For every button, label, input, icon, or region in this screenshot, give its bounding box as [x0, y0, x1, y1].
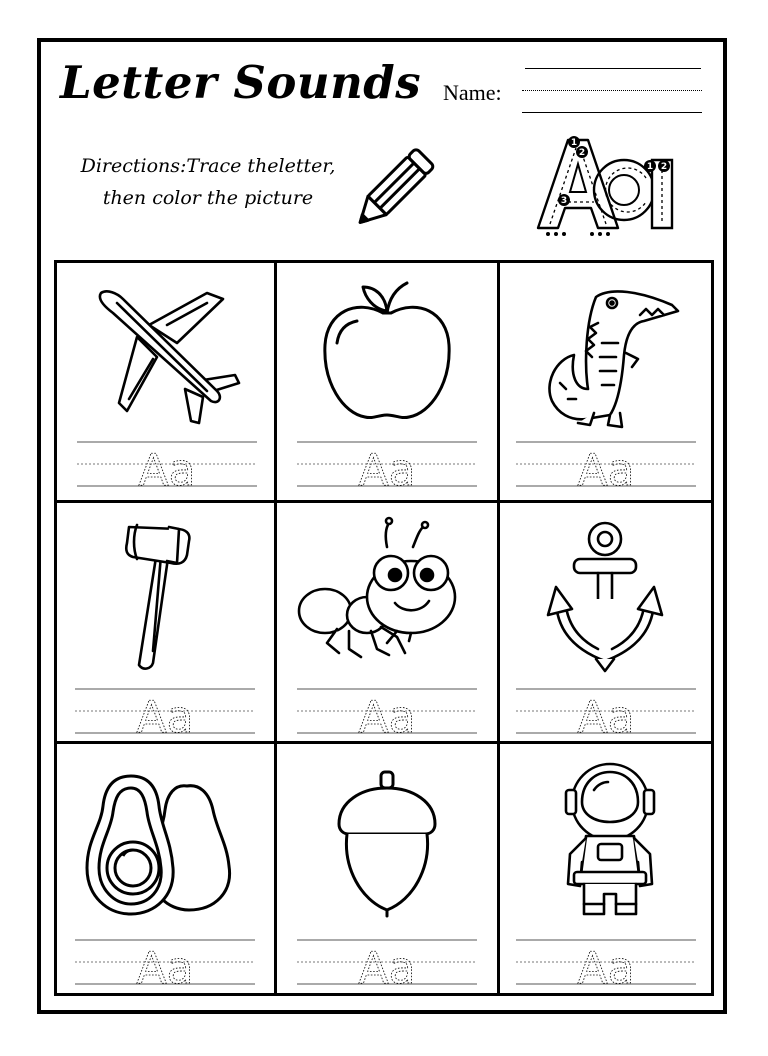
stroke-number: 3: [560, 196, 568, 206]
stroke-number: 2: [660, 162, 668, 172]
name-line-dotted: [522, 90, 702, 91]
astronaut-icon: [500, 744, 711, 929]
trace-line[interactable]: [297, 936, 477, 988]
trace-letters: Aa: [577, 692, 635, 737]
stroke-number: 1: [570, 138, 578, 148]
stroke-number: 2: [578, 148, 586, 158]
cell-axe: [57, 503, 274, 741]
cell-anchor: [500, 503, 711, 741]
cell-alligator: [500, 263, 711, 500]
trace-letters: Aa: [577, 943, 635, 988]
page-title: Letter Sounds: [60, 56, 422, 109]
directions-line-1: Directions:Trace theletter,: [80, 155, 336, 177]
trace-letters: Aa: [358, 692, 416, 737]
trace-letters: Aa: [358, 445, 416, 490]
cell-astronaut: [500, 744, 711, 993]
trace-line[interactable]: [77, 438, 257, 490]
trace-line[interactable]: [75, 685, 255, 737]
directions-line-2: then color the picture: [102, 187, 314, 209]
trace-letters: Aa: [577, 445, 635, 490]
avocado-icon: [57, 744, 274, 929]
anchor-icon: [500, 503, 711, 683]
alligator-icon: [500, 263, 711, 438]
letter-a-stroke-guide: [528, 130, 708, 245]
pencil-icon: [342, 142, 442, 242]
trace-letters: Aa: [358, 943, 416, 988]
acorn-icon: [277, 744, 497, 929]
name-label: Name:: [443, 80, 502, 105]
directions-text: [48, 150, 368, 214]
trace-line[interactable]: [297, 685, 477, 737]
apple-icon: [277, 263, 497, 438]
ant-icon: [277, 503, 497, 683]
cell-airplane: [57, 263, 274, 500]
cell-ant: [277, 503, 497, 741]
trace-line[interactable]: [516, 936, 696, 988]
trace-line[interactable]: [75, 936, 255, 988]
stroke-number: 1: [646, 162, 654, 172]
cell-acorn: [277, 744, 497, 993]
cell-avocado: [57, 744, 274, 993]
trace-letters: Aa: [138, 445, 196, 490]
trace-line[interactable]: [516, 685, 696, 737]
picture-grid: [54, 260, 714, 996]
name-line-bottom[interactable]: [522, 112, 702, 113]
trace-line[interactable]: [297, 438, 477, 490]
trace-line[interactable]: [516, 438, 696, 490]
airplane-icon: [57, 263, 274, 438]
cell-apple: [277, 263, 497, 500]
axe-icon: [57, 503, 274, 683]
trace-letters: Aa: [136, 692, 194, 737]
name-line-top: [525, 68, 701, 69]
trace-letters: Aa: [136, 943, 194, 988]
